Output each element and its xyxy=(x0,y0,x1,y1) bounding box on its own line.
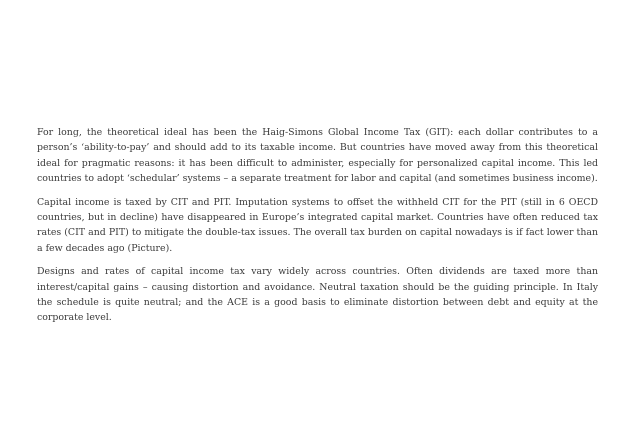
paragraph-capital-income-taxation: Capital income is taxed by CIT and PIT. Imputation systems to offset the withheld CIT for the PIT (still in 6 OECD countries, but in decline) have disappeared in Europe’s integrated capital market. Countries have often reduced tax rates (CIT and PIT) to mitigate the double-tax issues. The overall tax burden on capital nowadays is if fact lower than a few decades ago (Picture). xyxy=(37,196,598,254)
paragraph-capital-tax-design: Designs and rates of capital income tax vary widely across countries. Often dividends are taxed more than interest/capital gains – causing distortion and avoidance. Neutral taxation should be the guiding principle. In Italy the schedule is quite neutral; and the ACE is a good basis to eliminate distortion between debt and equity at the corporate level. xyxy=(37,266,598,324)
paragraph-global-income-tax: For long, the theoretical ideal has been the Haig-Simons Global Income Tax (GIT): each dollar contributes to a person’s ‘ability-to-pay’ and should add to its taxable income. But countries have moved away from this theoretical ideal for pragmatic reasons: it has been difficult to administer, especially for personalized capital income. This led countries to adopt ‘schedular’ systems – a separate treatment for labor and capital (and sometimes business income). xyxy=(37,127,598,185)
document-body xyxy=(37,125,598,326)
